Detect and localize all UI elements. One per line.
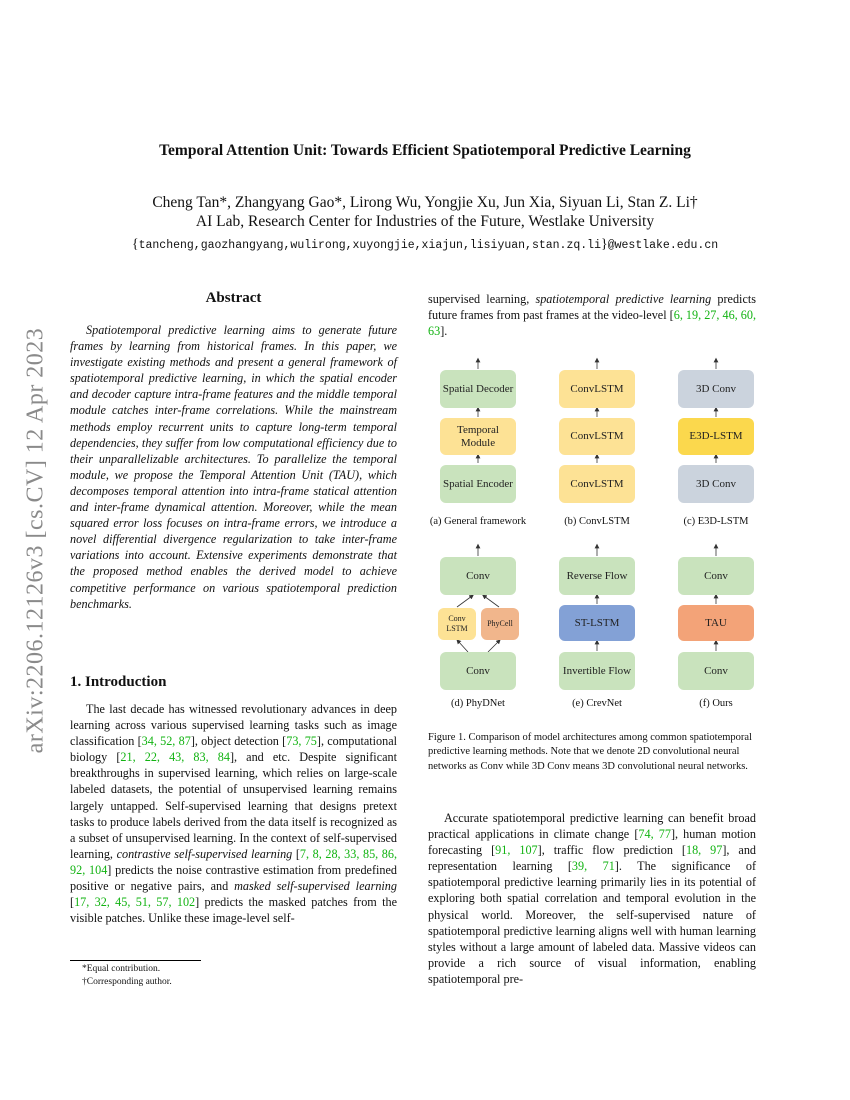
- introduction-paragraph: The last decade has witnessed revolutionary advances in deep learning across various supervised learning tasks such as image classification [34, 52, 87], object detection [73, 75], computational biology [21, 22, 43, 83, 84], and etc. Despite significant breakthroughs in supervised learning, which relies on large-scale labeled datasets, the potential of unsupervised learning remains largely untapped. Self-supervised learning that designs pretext tasks to produce labels derived from the data itself is recognized as a subset of unsupervised learning. In the context of self-supervised learning, contrastive self-supervised learning [7, 8, 28, 33, 85, 86, 92, 104] predicts the noise contrastive estimation from predefined positive or negative pairs, and masked self-supervised learning [17, 32, 45, 51, 57, 102] predicts the masked patches from the visible patches. Unlike these image-level self-: [70, 702, 398, 926]
- citation-link[interactable]: 73, 75: [286, 734, 317, 749]
- email-brace-open: {: [131, 237, 139, 252]
- tau-block: TAU: [678, 605, 754, 641]
- citation-link[interactable]: 34, 52, 87: [141, 734, 191, 749]
- subfigure-caption-b: (b) ConvLSTM: [564, 516, 630, 527]
- citation-link[interactable]: 21, 22, 43, 83, 84: [120, 750, 230, 765]
- conv-block: Conv: [440, 652, 516, 690]
- subfigure-caption-a: (a) General framework: [429, 516, 527, 527]
- abstract-heading: Abstract: [205, 290, 262, 306]
- invertible-flow-block: Invertible Flow: [559, 652, 635, 690]
- footnote-equal-contribution: *Equal contribution.: [82, 964, 161, 974]
- arxiv-stamp-text: arXiv:2206.12126v3 [cs.CV] 12 Apr 2023: [22, 327, 49, 753]
- phycell-block: PhyCell: [481, 608, 519, 640]
- temporal-module-block: Temporal Module: [440, 418, 516, 455]
- figure-1-caption: Figure 1. Comparison of model architectures among common spatiotemporal predictive learning methods. Note that we denote 2D convolutional neural networks as Conv while 3D Conv means 3D convolutional neural networks.: [428, 732, 752, 772]
- conv-block: Conv: [678, 652, 754, 690]
- e3d-lstm-block: E3D-LSTM: [678, 418, 754, 455]
- st-lstm-block: ST-LSTM: [559, 605, 635, 641]
- right-column-bottom-paragraph: Accurate spatiotemporal predictive learning can benefit broad practical applications in climate change [74, 77], human motion forecasting [91, 107], traffic flow prediction [18, 97], and representation learning [39, 71]. The significance of spatiotemporal predictive learning primarily lies in its potential of exploring both spatial correlation and temporal evolution in the physical world. Moreover, the self-supervised nature of spatiotemporal predictive learning aligns well with human learning styles without a large amount of labeled data. Massive videos can provide a rich source of visual information, enabling spatiotemporal pre-: [428, 811, 757, 986]
- right-column-top-paragraph: supervised learning, spatiotemporal predictive learning predicts future frames from past frames at the video-level [6, 19, 27, 46, 60, 63].: [428, 292, 756, 339]
- citation-link[interactable]: 6, 19, 27, 46, 60, 63: [428, 308, 756, 339]
- conv-block: Conv: [440, 557, 516, 595]
- citation-link[interactable]: 39, 71: [571, 859, 615, 874]
- author-emails: [0, 237, 850, 253]
- affiliation: AI Lab, Research Center for Industries of the Future, Westlake University: [195, 213, 655, 230]
- 3d-conv-block: 3D Conv: [678, 465, 754, 503]
- citation-link[interactable]: 7, 8, 28, 33, 85, 86, 92, 104: [70, 846, 398, 877]
- email-domain: @westlake.edu.cn: [607, 239, 719, 252]
- subfigure-caption-f: (f) Ours: [699, 698, 733, 709]
- citation-link[interactable]: 17, 32, 45, 51, 57, 102: [74, 895, 196, 910]
- citation-link[interactable]: 74, 77: [638, 827, 671, 842]
- conv-block: Conv: [678, 557, 754, 595]
- spatial-encoder-block: Spatial Encoder: [440, 465, 516, 503]
- conv-lstm-block: Conv LSTM: [438, 608, 476, 640]
- convlstm-block: ConvLSTM: [559, 418, 635, 455]
- convlstm-block: ConvLSTM: [559, 370, 635, 408]
- 3d-conv-block: 3D Conv: [678, 370, 754, 408]
- email-names: tancheng,gaozhangyang,wulirong,xuyongjie,xiajun,lisiyuan,stan.zq.li: [138, 239, 601, 252]
- abstract-text: Spatiotemporal predictive learning aims to generate future frames by learning from historical frames. In this paper, we investigate existing methods and present a general framework of spatiotemporal predictive learning, in which the spatial encoder and decoder capture intra-frame features and the middle temporal module catches inter-frame correlations. While the mainstream methods employ recurrent units to capture long-term temporal dependencies, they suffer from low computational efficiency due to their unparallelizable architectures. To parallelize the temporal module, we propose the Temporal Attention Unit (TAU), which decomposes temporal attention into intra-frame statical attention and inter-frame dynamical attention. Moreover, while the mean squared error loss focuses on intra-frame errors, we introduce a novel differential divergence regularization to take inter-frame variations into account. Extensive experiments demonstrate that the proposed method enables the derived model to achieve competitive performance on various spatiotemporal prediction benchmarks.: [70, 323, 397, 611]
- footnote-corresponding-author: †Corresponding author.: [82, 977, 172, 987]
- citation-link[interactable]: 91, 107: [495, 843, 538, 858]
- author-list: Cheng Tan*, Zhangyang Gao*, Lirong Wu, Yongjie Xu, Jun Xia, Siyuan Li, Stan Z. Li†: [152, 194, 698, 211]
- spatial-decoder-block: Spatial Decoder: [440, 370, 516, 408]
- reverse-flow-block: Reverse Flow: [559, 557, 635, 595]
- subfigure-caption-e: (e) CrevNet: [572, 698, 622, 709]
- arxiv-stamp: [14, 290, 58, 790]
- footnote-rule: [70, 960, 201, 961]
- subfigure-caption-c: (c) E3D-LSTM: [683, 516, 749, 527]
- convlstm-block: ConvLSTM: [559, 465, 635, 503]
- email-brace-close: }: [600, 237, 608, 252]
- paper-title: Temporal Attention Unit: Towards Efficient Spatiotemporal Predictive Learning: [159, 142, 691, 159]
- introduction-heading: 1. Introduction: [70, 674, 167, 690]
- citation-link[interactable]: 18, 97: [685, 843, 723, 858]
- subfigure-caption-d: (d) PhyDNet: [451, 698, 505, 709]
